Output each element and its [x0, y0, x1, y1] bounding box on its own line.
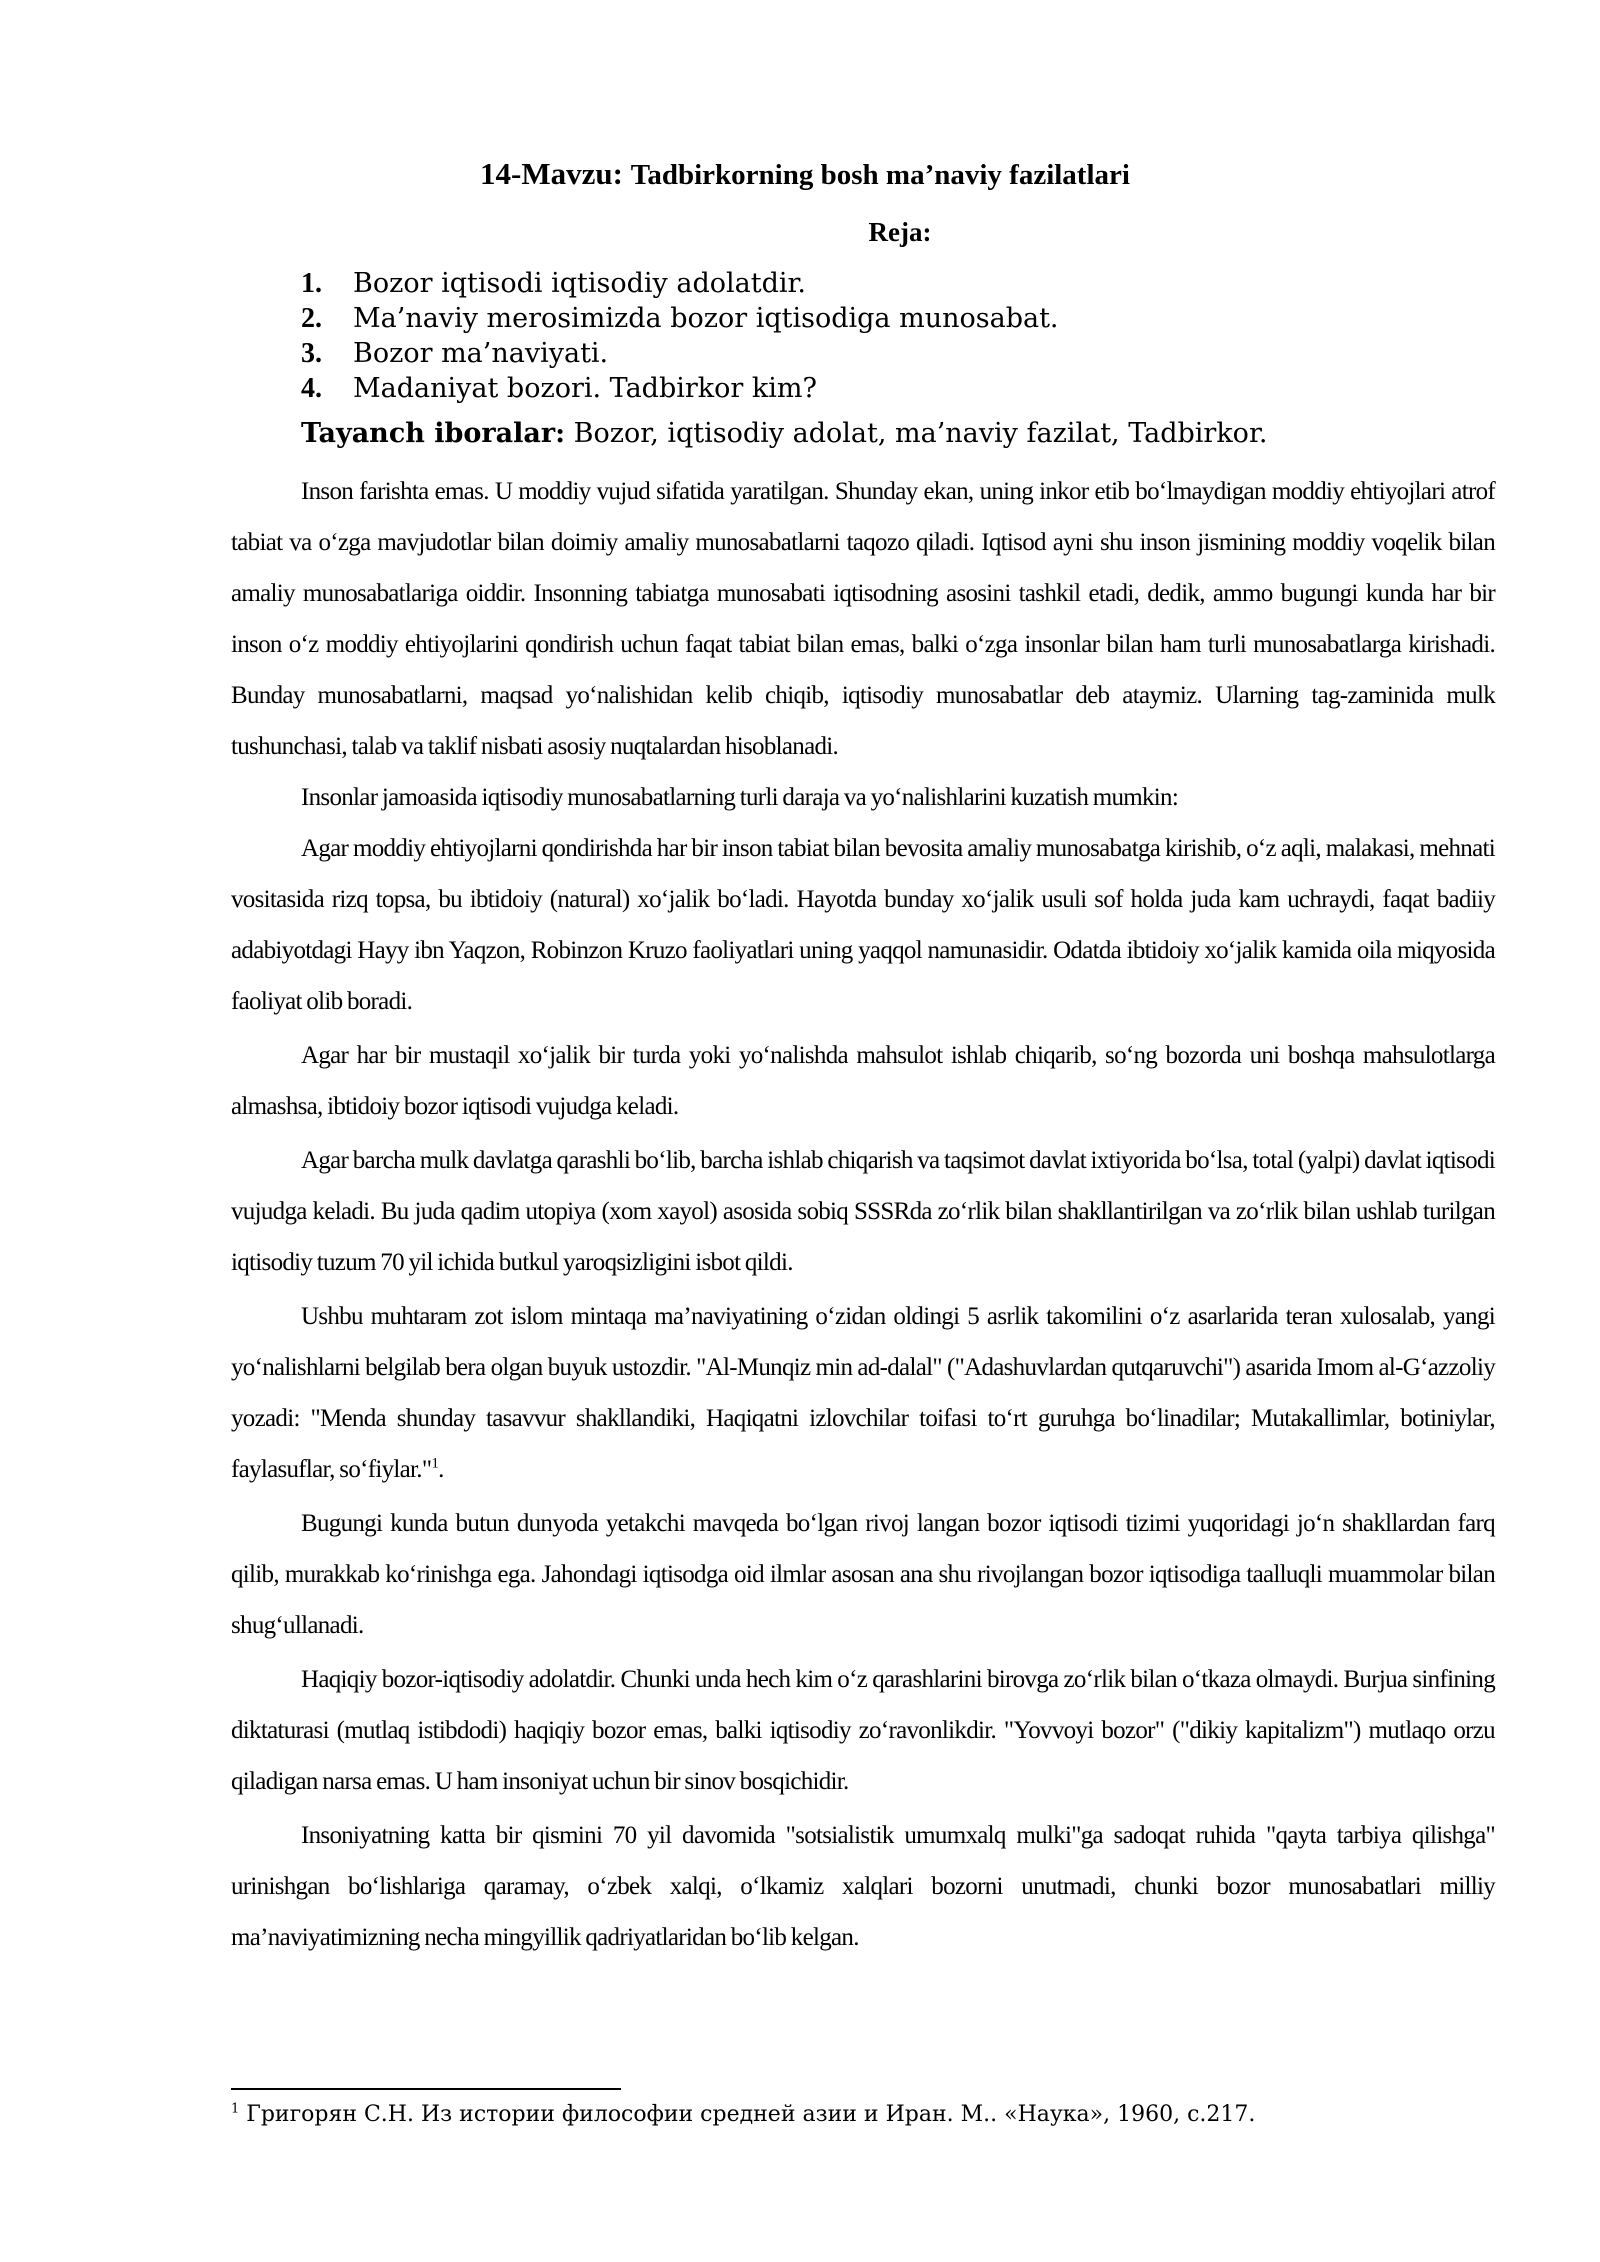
plan-item-number: 3. [301, 338, 322, 369]
plan-item-number: 2. [301, 303, 322, 334]
footnote-marker: 1 [231, 2101, 240, 2117]
plan-item [301, 371, 1501, 406]
plan-item-number: 4. [301, 373, 322, 404]
footnote-text: Григорян С.Н. Из истории философии средней азии и Иран. М.. «Наука», 1960, с.217. [239, 2102, 1256, 2127]
paragraph: Agar moddiy ehtiyojlarni qondirishda har bir inson tabiat bilan bevosita amaliy munosabatga kirishib, o‘z aqli, malakasi, mehnati vositasida rizq topsa, bu ibtidoiy (natural) xo‘jalik bo‘ladi. Hayotda bunday xo‘jalik usuli sof holda juda kam uchraydi, faqat badiiy adabiyotdagi Hayy ibn Yaqzon, Robinzon Kruzo faoliyatlari uning yaqqol namunasidir. Odatda ibtidoiy xo‘jalik kamida oila miqyosida faoliyat olib boradi. [231, 835, 1495, 1015]
keywords-line [301, 416, 1267, 452]
paragraph: Agar barcha mulk davlatga qarashli bo‘lib, barcha ishlab chiqarish va taqsimot davlat ixtiyorida bo‘lsa, total (yalpi) davlat iqtisodi vujudga keladi. Bu juda qadim utopiya (xom xayol) asosida sobiq SSSRda zo‘rlik bilan shakllantirilgan va zo‘rlik bilan ushlab turilgan iqtisodiy tuzum 70 yil ichida butkul yaroqsizligini isbot qildi. [231, 1147, 1495, 1276]
plan-item-text: Ma’naviy merosimizda bozor iqtisodiga munosabat. [353, 303, 1059, 334]
plan-item [301, 301, 1501, 336]
topic-number: 14-Mavzu: [480, 156, 623, 191]
topic-title [230, 154, 1380, 195]
paragraph-end-punctuation: . [438, 1456, 444, 1483]
topic-name: Tadbirkorning bosh ma’naviy fazilatlari [630, 159, 1130, 191]
paragraph-text: Ushbu muhtaram zot islom mintaqa ma’naviyatining o‘zidan oldingi 5 asrlik takomilini o‘z asarlarida teran xulosalab, yangi yo‘nalishlarni belgilab bera olgan buyuk ustozdir. "Al-Munqiz min ad-dalal" ("Adashuvlardan qutqaruvchi") asarida Imom al-G‘azzoliy yozadi: "Menda shunday tasavvur shakllandiki, Haqiqatni izlovchilar toifasi to‘rt guruhga bo‘linadilar; Mutakallimlar, botiniylar, faylasuflar, so‘fiylar." [231, 1303, 1495, 1483]
body-text [231, 466, 1495, 1963]
plan-item-number: 1. [301, 268, 322, 299]
plan-item-text: Bozor iqtisodi iqtisodiy adolatdir. [353, 268, 807, 299]
footnote [231, 2100, 1255, 2130]
plan-item [301, 266, 1501, 301]
plan-item-text: Madaniyat bozori. Tadbirkor kim? [353, 373, 817, 404]
paragraph: Inson farishta emas. U moddiy vujud sifatida yaratilgan. Shunday ekan, uning inkor etib bo‘lmaydigan moddiy ehtiyojlari atrof tabiat va o‘zga mavjudotlar bilan doimiy amaliy munosabatlarni taqozo qiladi. Iqtisod ayni shu inson jismining moddiy voqelik bilan amaliy munosabatlariga oiddir. Insonning tabiatga munosabati iqtisodning asosini tashkil etadi, dedik, ammo bugungi kunda har bir inson o‘z moddiy ehtiyojlarini qondirish uchun faqat tabiat bilan emas, balki o‘zga insonlar bilan ham turli munosabatlarga kirishadi. Bunday munosabatlarni, maqsad yo‘nalishidan kelib chiqib, iqtisodiy munosabatlar deb ataymiz. Ularning tag-zaminida mulk tushunchasi, talab va taklif nisbati asosiy nuqtalardan hisoblanadi. [231, 478, 1495, 760]
footnote-reference[interactable]: 1 [431, 1455, 439, 1472]
keywords-label: Tayanch iboralar: [301, 418, 566, 449]
plan-list [301, 266, 1501, 406]
paragraph: Haqiqiy bozor-iqtisodiy adolatdir. Chunki unda hech kim o‘z qarashlarini birovga zo‘rlik bilan o‘tkaza olmaydi. Burjua sinfining diktaturasi (mutlaq istibdodi) haqiqiy bozor emas, balki iqtisodiy zo‘ravonlikdir. "Yovvoyi bozor" ("dikiy kapitalizm") mutlaqo orzu qiladigan narsa emas. U ham insoniyat uchun bir sinov bosqichidir. [231, 1666, 1495, 1795]
keywords-text: Bozor, iqtisodiy adolat, ma’naviy fazilat, Tadbirkor. [565, 418, 1268, 449]
paragraph-with-footnote [231, 1291, 1495, 1495]
plan-item-text: Bozor ma’naviyati. [353, 338, 609, 369]
footnote-separator [231, 2088, 621, 2090]
plan-heading: Reja: [868, 217, 932, 247]
plan-item [301, 336, 1501, 371]
paragraph: Agar har bir mustaqil xo‘jalik bir turda yoki yo‘nalishda mahsulot ishlab chiqarib, so‘ng bozorda uni boshqa mahsulotlarga almashsa, ibtidoiy bozor iqtisodi vujudga keladi. [231, 1042, 1495, 1120]
paragraph: Bugungi kunda butun dunyoda yetakchi mavqeda bo‘lgan rivoj langan bozor iqtisodi tizimi yuqoridagi jo‘n shakllardan farq qilib, murakkab ko‘rinishga ega. Jahondagi iqtisodga oid ilmlar asosan ana shu rivojlangan bozor iqtisodiga taalluqli muammolar bilan shug‘ullanadi. [231, 1510, 1495, 1639]
paragraph: Insoniyatning katta bir qismini 70 yil davomida "sotsialistik umumxalq mulki"ga sadoqat ruhida "qayta tarbiya qilishga" urinishgan bo‘lishlariga qaramay, o‘zbek xalqi, o‘lkamiz xalqlari bozorni unutmadi, chunki bozor munosabatlari milliy ma’naviyatimizning necha mingyillik qadriyatlaridan bo‘lib kelgan. [231, 1822, 1495, 1951]
paragraph: Insonlar jamoasida iqtisodiy munosabatlarning turli daraja va yo‘nalishlarini kuzatish mumkin: [301, 784, 1179, 811]
